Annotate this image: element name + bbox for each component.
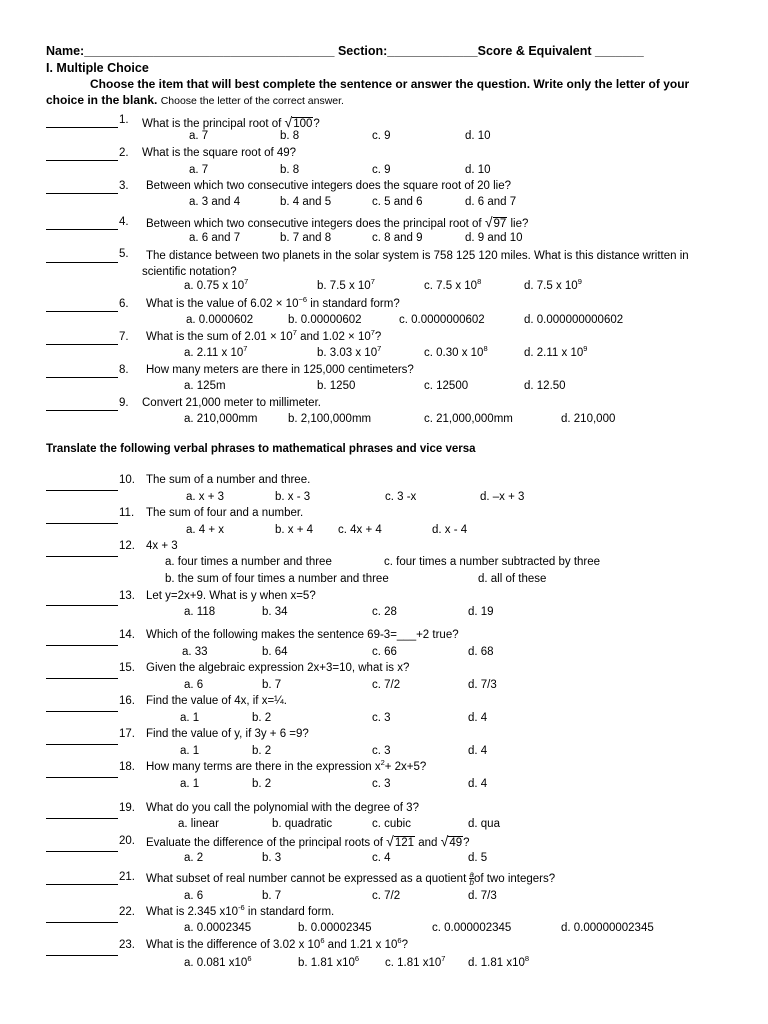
option-d[interactable]: d. 12.50 (524, 380, 566, 392)
answer-blank-4[interactable] (46, 229, 118, 230)
question-number: 22. (119, 906, 135, 918)
option-a[interactable]: a. 7 (189, 164, 209, 176)
option-d[interactable]: d. 10 (465, 130, 491, 142)
option-a[interactable]: a. 1 (180, 778, 200, 790)
option-d[interactable]: d. 210,000 (561, 413, 616, 425)
option-b[interactable]: b. 2 (252, 712, 272, 724)
instructions (46, 76, 726, 109)
option-c[interactable]: c. 3 (372, 745, 391, 757)
name-section-score-line[interactable]: Name:____________________________________ Section:_____________Score & Equivalent _______ (46, 44, 644, 58)
option-a[interactable]: a. 2 (184, 852, 204, 864)
option-b[interactable]: b. 7 (262, 679, 282, 691)
option-b[interactable]: b. 3.03 x $10^7$ (317, 344, 382, 359)
answer-blank-17[interactable] (46, 744, 118, 745)
option-b[interactable]: b. 7 and 8 (280, 232, 332, 244)
option-b[interactable]: b. x + 4 (275, 524, 314, 536)
option-b[interactable]: b. 0.00000602 (288, 314, 362, 326)
option-d[interactable]: d. 7/3 (468, 890, 497, 902)
option-d[interactable]: d. 7.5 x $10^9$ (524, 277, 582, 292)
option-b[interactable]: b. 64 (262, 646, 288, 658)
question-number: 9. (119, 397, 129, 409)
option-a[interactable]: a. 6 (184, 890, 204, 902)
answer-blank-12[interactable] (46, 556, 118, 557)
option-d[interactable]: d. 1.81 $x10^8$ (468, 954, 530, 969)
option-a[interactable]: a. 210,000mm (184, 413, 258, 425)
question-number: 11. (119, 507, 135, 519)
question-text: How many terms are there in the expression $x^2+ 2x+5$? (146, 758, 427, 773)
question-number: 16. (119, 695, 135, 707)
question-number: 7. (119, 331, 129, 343)
option-d[interactable]: d. 6 and 7 (465, 196, 517, 208)
option-d[interactable]: d. 10 (465, 164, 491, 176)
option-a[interactable]: a. 4 + x (186, 524, 225, 536)
question-text: Evaluate the difference of the principal roots of √121 and √49? (146, 833, 470, 849)
question-text: Between which two consecutive integers does the square root of 20 lie? (146, 180, 512, 192)
option-d[interactable]: d. 19 (468, 606, 494, 618)
option-d[interactable]: d. 68 (468, 646, 494, 658)
option-b[interactable]: b. 7 (262, 890, 282, 902)
answer-blank-14[interactable] (46, 645, 118, 646)
answer-blank-15[interactable] (46, 678, 118, 679)
option-c[interactable]: c. 7.5 x $10^8$ (424, 277, 482, 292)
option-a[interactable]: a. 6 and 7 (189, 232, 241, 244)
option-d[interactable]: d. 7/3 (468, 679, 497, 691)
option-b[interactable]: b. 7.5 x $10^7$ (317, 277, 375, 292)
option-c[interactable]: c. 3 (372, 712, 391, 724)
answer-blank-22[interactable] (46, 922, 118, 923)
question-text: Given the algebraic expression 2x+3=10, what is x? (146, 662, 410, 674)
option-b[interactable]: b. 2 (252, 745, 272, 757)
option-c[interactable]: c. 28 (372, 606, 397, 618)
option-c[interactable]: c. cubic (372, 818, 411, 830)
question-text: What do you call the polynomial with the degree of 3? (146, 802, 419, 814)
question-text: What is 2.345 $x10^{-6}$ in standard form. (146, 903, 335, 918)
option-d[interactable]: d. qua (468, 818, 500, 830)
option-b[interactable]: b. 3 (262, 852, 282, 864)
question-number: 12. (119, 540, 135, 552)
option-c[interactable]: c. 9 (372, 130, 391, 142)
option-d[interactable]: d. all of these (478, 573, 547, 585)
answer-blank-3[interactable] (46, 193, 118, 194)
answer-blank-7[interactable] (46, 344, 118, 345)
option-c[interactable]: c. 9 (372, 164, 391, 176)
option-a[interactable]: a. 2.11 x $10^7$ (184, 344, 248, 359)
option-c[interactable]: c. 4x + 4 (338, 524, 382, 536)
question-text: What is the sum of $2.01 \times 10^7$ and $1.02 \times 10^7$? (146, 328, 382, 343)
question-text: 4x + 3 (146, 540, 178, 552)
answer-blank-19[interactable] (46, 818, 118, 819)
fraction: $\frac{a}{b}$ (469, 870, 474, 887)
option-a[interactable]: a. 3 and 4 (189, 196, 241, 208)
question-number: 4. (119, 216, 129, 228)
option-d[interactable]: d. 9 and 10 (465, 232, 523, 244)
option-a[interactable]: a. 1 (180, 745, 200, 757)
question-text: The sum of a number and three. (146, 474, 311, 486)
option-b[interactable]: b. 8 (280, 164, 300, 176)
answer-blank-20[interactable] (46, 851, 118, 852)
option-c[interactable]: c. 12500 (424, 380, 469, 392)
instruction-text: Choose the item that will best complete the sentence or answer the question. Write only the letter of your choice in the blank. (46, 77, 690, 107)
question-number: 18. (119, 761, 135, 773)
option-a[interactable]: a. 0.0000602 (186, 314, 254, 326)
translate-heading: Translate the following verbal phrases to mathematical phrases and vice versa (46, 443, 476, 455)
option-d[interactable]: d. x - 4 (432, 524, 468, 536)
option-d[interactable]: d. 4 (468, 712, 488, 724)
option-c[interactable]: c. 66 (372, 646, 397, 658)
question-text: Which of the following makes the sentence 69-3=___+2 true? (146, 629, 459, 641)
answer-blank-5[interactable] (46, 262, 118, 263)
option-b[interactable]: b. 34 (262, 606, 288, 618)
question-number: 5. (119, 248, 129, 260)
answer-blank-9[interactable] (46, 410, 118, 411)
option-a[interactable]: a. 0.75 x $10^7$ (184, 277, 249, 292)
question-number: 21. (119, 871, 135, 883)
answer-blank-8[interactable] (46, 377, 118, 378)
answer-blank-6[interactable] (46, 311, 118, 312)
option-c[interactable]: c. 7/2 (372, 890, 401, 902)
answer-blank-21[interactable] (46, 884, 118, 885)
section-title: I. Multiple Choice (46, 61, 149, 75)
question-number: 8. (119, 364, 129, 376)
option-a[interactable]: a. 0.0002345 (184, 922, 252, 934)
option-d[interactable]: d. 4 (468, 778, 488, 790)
question-text: What is the square root of 49? (142, 147, 297, 159)
question-text: Between which two consecutive integers does the principal root of √97 lie? (146, 214, 529, 230)
option-c[interactable]: c. 3 (372, 778, 391, 790)
option-c[interactable]: c. 21,000,000mm (424, 413, 513, 425)
option-d[interactable]: d. 4 (468, 745, 488, 757)
option-b[interactable]: b. 2 (252, 778, 272, 790)
option-b[interactable]: b. the sum of four times a number and three (165, 573, 389, 585)
answer-blank-18[interactable] (46, 777, 118, 778)
question-text: Find the value of 4x, if x=¼. (146, 695, 287, 707)
answer-blank-1[interactable] (46, 127, 118, 128)
option-a[interactable]: a. four times a number and three (165, 556, 332, 568)
option-b[interactable]: b. 4 and 5 (280, 196, 332, 208)
option-b[interactable]: b. x - 3 (275, 491, 311, 503)
option-b[interactable]: b. 0.00002345 (298, 922, 372, 934)
option-a[interactable]: a. 125m (184, 380, 226, 392)
question-text: The sum of four and a number. (146, 507, 304, 519)
option-d[interactable]: d. 5 (468, 852, 488, 864)
option-c[interactable]: c. 8 and 9 (372, 232, 423, 244)
option-a[interactable]: a. linear (178, 818, 219, 830)
question-text: Let y=2x+9. What is y when x=5? (146, 590, 316, 602)
question-number: 2. (119, 147, 129, 159)
option-a[interactable]: a. 1 (180, 712, 200, 724)
option-c[interactable]: c. 3 -x (385, 491, 417, 503)
question-number: 15. (119, 662, 135, 674)
option-d[interactable]: d. –x + 3 (480, 491, 525, 503)
option-a[interactable]: a. 0.081 $x10^6$ (184, 954, 252, 969)
option-b[interactable]: b. quadratic (272, 818, 333, 830)
answer-blank-10[interactable] (46, 490, 118, 491)
question-text: Find the value of y, if 3y + 6 =9? (146, 728, 309, 740)
question-number: 20. (119, 835, 135, 847)
question-text: Convert 21,000 meter to millimeter. (142, 397, 321, 409)
question-text: What is the difference of 3.02 x $10^6$ and 1.21 x $10^6$? (146, 936, 408, 951)
question-number: 6. (119, 298, 129, 310)
question-number: 23. (119, 939, 135, 951)
question-number: 1. (119, 114, 129, 126)
option-a[interactable]: a. x + 3 (186, 491, 225, 503)
answer-blank-16[interactable] (46, 711, 118, 712)
answer-blank-13[interactable] (46, 605, 118, 606)
answer-blank-23[interactable] (46, 955, 118, 956)
question-number: 17. (119, 728, 135, 740)
option-c[interactable]: c. 0.000002345 (432, 922, 512, 934)
question-text: What subset of real number cannot be expressed as a quotient $\frac{a}{b}$ of two integers? (146, 870, 556, 887)
option-b[interactable]: b. 1250 (317, 380, 356, 392)
option-a[interactable]: a. 33 (182, 646, 208, 658)
option-a[interactable]: a. 7 (189, 130, 209, 142)
question-number: 19. (119, 802, 135, 814)
option-b[interactable]: b. 8 (280, 130, 300, 142)
question-text: What is the value of $6.02 \times 10^{-6}$ in standard form? (146, 295, 400, 310)
option-d[interactable]: d. 2.11 x $10^9$ (524, 344, 588, 359)
option-c[interactable]: c. 7/2 (372, 679, 401, 691)
question-number: 14. (119, 629, 135, 641)
option-b[interactable]: b. 2,100,000mm (288, 413, 372, 425)
option-c[interactable]: c. 4 (372, 852, 391, 864)
question-text: What is the principal root of √100? (142, 114, 320, 130)
option-d[interactable]: d. 0.000000000602 (524, 314, 624, 326)
question-number: 3. (119, 180, 129, 192)
question-number: 13. (119, 590, 135, 602)
answer-blank-2[interactable] (46, 160, 118, 161)
option-c[interactable]: c. 1.81 $x10^7$ (385, 954, 446, 969)
option-c[interactable]: c. 0.30 x $10^8$ (424, 344, 488, 359)
instruction-subtext: Choose the letter of the correct answer. (160, 95, 344, 107)
answer-blank-11[interactable] (46, 523, 118, 524)
option-b[interactable]: b. 1.81 $x10^6$ (298, 954, 360, 969)
question-number: 10. (119, 474, 135, 486)
option-a[interactable]: a. 6 (184, 679, 204, 691)
option-a[interactable]: a. 118 (184, 606, 216, 618)
option-d[interactable]: d. 0.00000002345 (561, 922, 654, 934)
option-c[interactable]: c. four times a number subtracted by three (384, 556, 601, 568)
option-c[interactable]: c. 0.0000000602 (399, 314, 485, 326)
question-text: How many meters are there in 125,000 centimeters? (146, 364, 414, 376)
question-text: The distance between two planets in the solar system is 758 125 120 miles. What is this distance written in scientific notation? (142, 250, 689, 278)
option-c[interactable]: c. 5 and 6 (372, 196, 423, 208)
